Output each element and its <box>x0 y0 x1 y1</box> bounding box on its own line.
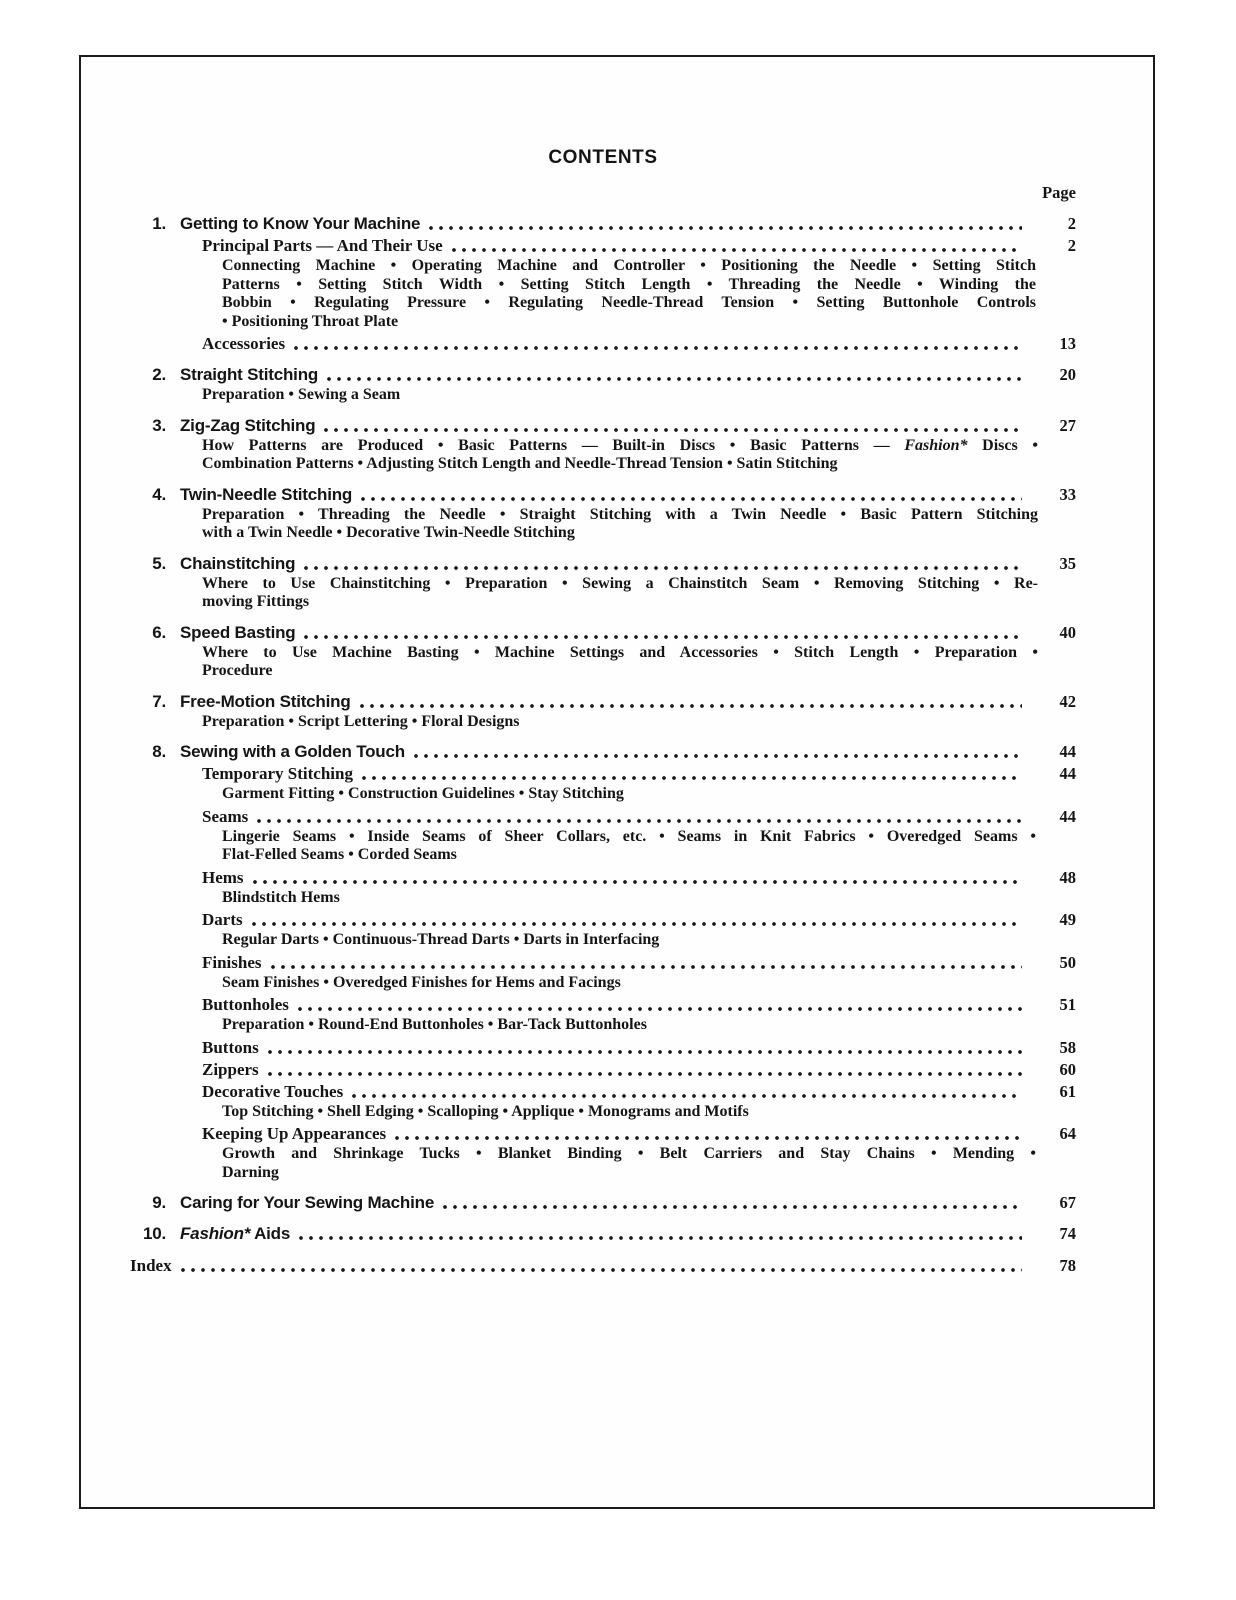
toc-descriptor <box>222 931 1036 950</box>
desc-line <box>222 294 1036 313</box>
toc-descriptor <box>202 506 1038 543</box>
toc-descriptor <box>222 1016 1036 1035</box>
chapter-number: 9. <box>152 1193 166 1212</box>
leader-dots <box>304 566 1022 570</box>
entry-title: Sewing with a Golden Touch <box>180 742 405 761</box>
toc-entry <box>130 214 1076 234</box>
toc-entry <box>130 1256 1076 1276</box>
leader-dots <box>327 377 1022 381</box>
toc-entry <box>130 868 1076 888</box>
leader-dots <box>294 346 1022 350</box>
toc-entry <box>130 692 1076 712</box>
page-number: 2 <box>1067 214 1076 233</box>
page-number: 67 <box>1059 1193 1076 1212</box>
leader-dots <box>257 819 1022 823</box>
page-number: 2 <box>1067 236 1076 255</box>
leader-dots <box>271 965 1022 969</box>
toc-entry <box>130 995 1076 1015</box>
chapter-number: 4. <box>152 484 166 504</box>
toc-entry <box>130 236 1076 256</box>
text-segment: Seam Finishes • Overedged Finishes for Hems and Facings <box>222 973 621 991</box>
toc-entry <box>130 910 1076 930</box>
entry-title: Getting to Know Your Machine <box>180 214 421 233</box>
text-segment: Preparation • Round-End Buttonholes • Bar-Tack Buttonholes <box>222 1016 647 1033</box>
toc-descriptor <box>222 1145 1036 1182</box>
text-segment: Preparation • Threading the Needle • Straight Stitching with a Twin Needle • Basic Pattern Stitching <box>202 505 1038 523</box>
text-segment: Procedure <box>202 662 273 679</box>
page-number: 48 <box>1059 867 1076 887</box>
text-segment: Aids <box>250 1224 291 1243</box>
entry-title: Temporary Stitching <box>202 764 353 783</box>
entry-title: Speed Basting <box>180 622 296 642</box>
toc-entry <box>130 953 1076 973</box>
page-number: 78 <box>1059 1256 1076 1275</box>
text-segment: Discs • <box>967 436 1039 454</box>
leader-dots <box>452 248 1022 252</box>
leader-dots <box>253 880 1022 884</box>
desc-line <box>202 524 1038 543</box>
page-number: 50 <box>1059 952 1076 972</box>
italic-text: Fashion* <box>904 436 968 454</box>
chapter-number: 10. <box>142 1224 166 1243</box>
leader-dots <box>414 754 1022 758</box>
desc-line <box>202 593 1038 612</box>
page-number: 60 <box>1059 1059 1076 1079</box>
page-number: 74 <box>1059 1224 1076 1243</box>
toc-descriptor <box>222 828 1036 865</box>
toc-entry <box>130 1082 1076 1102</box>
entry-title: Principal Parts — And Their Use <box>202 236 443 255</box>
chapter-number: 2. <box>152 365 166 384</box>
text-segment: Lingerie Seams • Inside Seams of Sheer Collars, etc. • Seams in Knit Fabrics • Overedged Seams • <box>222 827 1036 845</box>
toc-entry <box>130 334 1076 354</box>
page-number: 20 <box>1059 365 1076 384</box>
page-number: 51 <box>1059 995 1076 1014</box>
chapter-number: 7. <box>152 691 166 711</box>
desc-line <box>222 1016 1036 1035</box>
leader-dots <box>304 635 1022 639</box>
toc-entry <box>130 365 1076 385</box>
entry-title: Index <box>130 1256 172 1275</box>
text-segment: Connecting Machine • Operating Machine and Controller • Positioning the Needle • Setting Stitch <box>222 257 1036 274</box>
leader-dots <box>252 922 1022 926</box>
desc-line <box>202 644 1038 663</box>
desc-line <box>202 455 1038 474</box>
page-column-header: Page <box>1042 183 1076 202</box>
text-segment: Bobbin • Regulating Pressure • Regulating Needle-Thread Tension • Setting Buttonhole Controls <box>222 294 1036 311</box>
toc-entry <box>130 485 1076 505</box>
desc-line <box>222 889 1036 908</box>
entry-title: Caring for Your Sewing Machine <box>180 1193 435 1212</box>
chapter-number: 6. <box>152 622 166 642</box>
entry-title: Twin-Needle Stitching <box>180 484 353 504</box>
toc-descriptor <box>202 437 1038 474</box>
text-segment: Preparation • Script Lettering • Floral Designs <box>202 712 520 730</box>
entry-title: Free-Motion Stitching <box>180 691 351 711</box>
leader-dots <box>395 1136 1022 1140</box>
page-number: 33 <box>1059 484 1076 504</box>
toc-list <box>130 214 1076 1276</box>
entry-title: Darts <box>202 910 243 929</box>
page-number: 44 <box>1059 764 1076 783</box>
desc-line <box>222 846 1036 865</box>
entry-title: Buttons <box>202 1037 259 1057</box>
toc-entry <box>130 1038 1076 1058</box>
entry-title: Zig-Zag Stitching <box>180 415 316 435</box>
desc-line <box>202 437 1038 456</box>
leader-dots <box>181 1268 1022 1272</box>
desc-line <box>222 931 1036 950</box>
toc-descriptor <box>202 575 1038 612</box>
page-number: 42 <box>1059 691 1076 711</box>
text-segment: Preparation • Sewing a Seam <box>202 386 401 403</box>
entry-title: Decorative Touches <box>202 1081 344 1101</box>
leader-dots <box>268 1050 1022 1054</box>
text-segment: Blindstitch Hems <box>222 888 340 906</box>
page-number: 35 <box>1059 553 1076 573</box>
desc-line <box>202 713 1038 732</box>
text-segment: moving Fittings <box>202 593 310 610</box>
entry-title <box>180 1224 290 1244</box>
chapter-number: 8. <box>152 742 166 761</box>
entry-title: Chainstitching <box>180 553 296 573</box>
desc-line <box>222 257 1036 276</box>
page-number: 58 <box>1059 1037 1076 1057</box>
leader-dots <box>362 776 1022 780</box>
leader-dots <box>360 704 1022 708</box>
leader-dots <box>268 1072 1022 1076</box>
desc-line <box>222 1164 1036 1183</box>
entry-title: Buttonholes <box>202 995 289 1014</box>
page-number: 13 <box>1059 334 1076 353</box>
toc-entry <box>130 1224 1076 1244</box>
chapter-number: 3. <box>152 415 166 435</box>
leader-dots <box>443 1205 1022 1209</box>
toc-content <box>130 147 1076 1276</box>
desc-line <box>202 506 1038 525</box>
italic-text: Fashion* <box>180 1224 251 1243</box>
desc-line <box>222 313 1036 332</box>
toc-descriptor <box>222 889 1036 908</box>
page-number: 61 <box>1059 1081 1076 1101</box>
desc-line <box>222 785 1036 804</box>
toc-entry <box>130 807 1076 827</box>
toc-entry <box>130 554 1076 574</box>
leader-dots <box>361 497 1022 501</box>
text-segment: • Positioning Throat Plate <box>222 312 399 330</box>
page-number: 44 <box>1059 806 1076 826</box>
entry-title: Seams <box>202 806 249 826</box>
entry-title: Straight Stitching <box>180 365 319 384</box>
toc-descriptor <box>202 644 1038 681</box>
text-segment: Growth and Shrinkage Tucks • Blanket Binding • Belt Carriers and Stay Chains • Mending • <box>222 1145 1036 1162</box>
toc-entry <box>130 1124 1076 1144</box>
toc-descriptor <box>202 386 1038 405</box>
desc-line <box>222 974 1036 993</box>
toc-entry <box>130 623 1076 643</box>
leader-dots <box>298 1007 1022 1011</box>
page-number: 64 <box>1059 1124 1076 1143</box>
toc-entry <box>130 742 1076 762</box>
entry-title: Finishes <box>202 952 262 972</box>
entry-title: Zippers <box>202 1059 259 1079</box>
toc-descriptor <box>222 1103 1036 1122</box>
page-number: 44 <box>1059 742 1076 761</box>
chapter-number: 1. <box>152 214 166 233</box>
leader-dots <box>352 1094 1022 1098</box>
toc-descriptor <box>202 713 1038 732</box>
scanned-page-sheet <box>79 55 1155 1509</box>
page-number: 49 <box>1059 910 1076 929</box>
leader-dots <box>324 428 1022 432</box>
text-segment: Combination Patterns • Adjusting Stitch Length and Needle-Thread Tension • Satin Stitching <box>202 455 838 472</box>
text-segment: Garment Fitting • Construction Guidelines • Stay Stitching <box>222 785 624 802</box>
text-segment: Top Stitching • Shell Edging • Scalloping • Applique • Monograms and Motifs <box>222 1102 749 1120</box>
toc-descriptor <box>222 785 1036 804</box>
toc-entry <box>130 1060 1076 1080</box>
chapter-number: 5. <box>152 553 166 573</box>
entry-title: Hems <box>202 867 244 887</box>
toc-entry <box>130 1193 1076 1213</box>
desc-line <box>202 386 1038 405</box>
entry-title: Accessories <box>202 334 286 353</box>
toc-entry <box>130 764 1076 784</box>
leader-dots <box>299 1236 1022 1240</box>
text-segment: Where to Use Machine Basting • Machine Settings and Accessories • Stitch Length • Preparation • <box>202 643 1038 661</box>
text-segment: Patterns • Setting Stitch Width • Setting Stitch Length • Threading the Needle • Winding the <box>222 275 1036 293</box>
text-segment: Where to Use Chainstitching • Preparation • Sewing a Chainstitch Seam • Removing Stitching • Re- <box>202 574 1038 592</box>
text-segment: with a Twin Needle • Decorative Twin-Needle Stitching <box>202 524 575 541</box>
page-number: 40 <box>1059 622 1076 642</box>
toc-descriptor <box>222 257 1036 331</box>
desc-line <box>222 828 1036 847</box>
leader-dots <box>429 226 1022 230</box>
text-segment: How Patterns are Produced • Basic Patterns — Built-in Discs • Basic Patterns — <box>202 436 905 454</box>
page-number: 27 <box>1059 415 1076 435</box>
text-segment: Flat-Felled Seams • Corded Seams <box>222 846 457 863</box>
entry-title: Keeping Up Appearances <box>202 1124 387 1143</box>
toc-entry <box>130 416 1076 436</box>
desc-line <box>222 1145 1036 1164</box>
desc-line <box>222 276 1036 295</box>
desc-line <box>222 1103 1036 1122</box>
text-segment: Regular Darts • Continuous-Thread Darts • Darts in Interfacing <box>222 931 660 948</box>
desc-line <box>202 575 1038 594</box>
page-title: CONTENTS <box>548 147 658 168</box>
desc-line <box>202 662 1038 681</box>
text-segment: Darning <box>222 1163 279 1181</box>
toc-descriptor <box>222 974 1036 993</box>
